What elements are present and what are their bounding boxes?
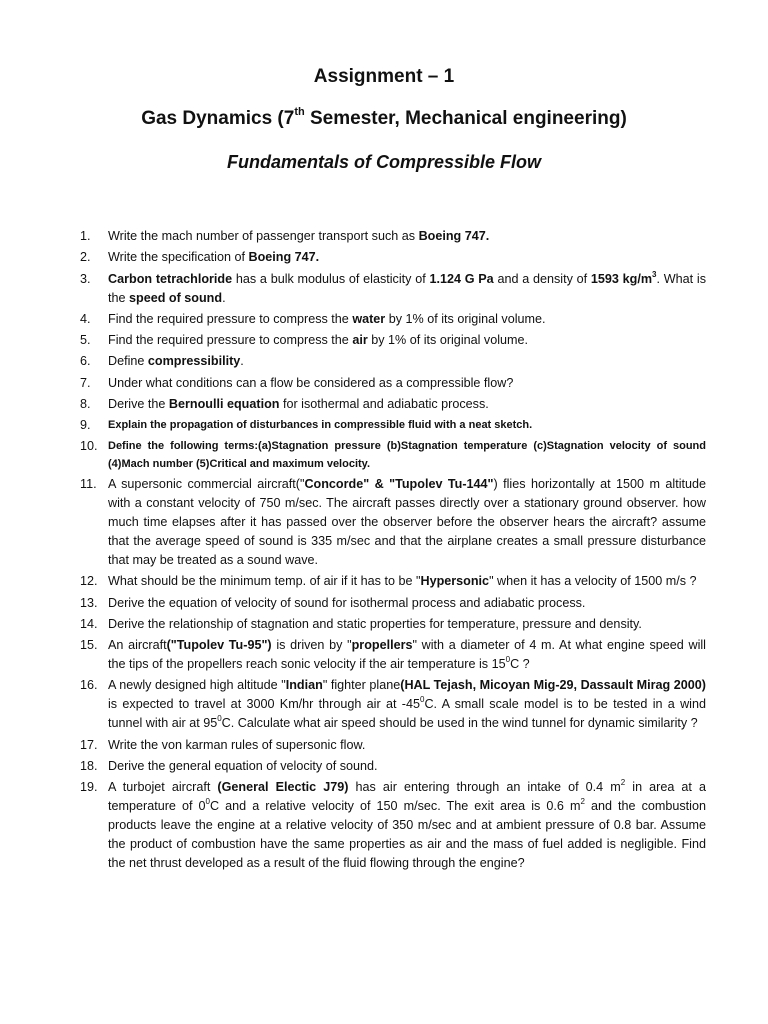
question-item [80, 248, 706, 267]
question-text: Find the required pressure to compress the [108, 333, 353, 348]
question-item [80, 676, 706, 733]
question-text: Write the von karman rules of supersonic flow. [108, 737, 366, 752]
question-text: 2 [620, 778, 626, 788]
topic-subtitle: Fundamentals of Compressible Flow [226, 152, 542, 172]
question-text: ("Tupolev Tu-95") [166, 638, 272, 653]
question-text: 1.124 G Pa [429, 271, 494, 286]
question-number: 5. [80, 333, 91, 348]
question-number: 16. [80, 678, 98, 693]
question-item [80, 475, 706, 570]
question-item [80, 736, 706, 755]
question-text: has a bulk modulus of elasticity of [232, 271, 430, 286]
question-text: Boeing 747. [248, 250, 320, 265]
question-text: 0 [419, 695, 425, 705]
question-text: Boeing 747. [418, 229, 490, 243]
question-text: Concorde" & "Tupolev Tu-144" [304, 476, 494, 491]
question-text: Under what conditions can a flow be considered as a compressible flow? [108, 375, 514, 390]
question-text: Explain the propagation of disturbances in compressible fluid with a neat sketch. [108, 419, 533, 432]
question-text: . [240, 354, 244, 369]
question-text: Find the required pressure to compress the [108, 311, 353, 326]
question-text: 0 [205, 797, 210, 807]
question-text: What should be the minimum temp. of air if it has to be " [108, 574, 421, 589]
question-item [80, 227, 706, 246]
question-text: 0 [505, 655, 511, 665]
question-number: 8. [80, 397, 91, 412]
question-number: 19. [80, 780, 98, 795]
question-text: An aircraft [108, 638, 167, 653]
question-text: Write the mach number of passenger transport such as [108, 229, 419, 243]
question-number: 14. [80, 616, 98, 631]
question-text: C and a relative velocity of 150 m/sec. The exit area is 0.6 m [209, 799, 581, 814]
question-text: . [222, 290, 226, 305]
question-text: and the combustion products leave the engine at a relative velocity of 350 m/sec and at ambient pressure of 0.8 bar. Assume the product of combustion have the same properties as air and the mass of fuel added is negligible. Find the net thrust developed as a result of the fluid flowing through the engine? [108, 799, 706, 871]
question-number: 18. [80, 759, 98, 774]
question-text: C. Calculate what air speed should be used in the wind tunnel for dynamic similarity ? [221, 716, 698, 731]
question-number: 7. [80, 375, 91, 390]
assignment-title: Assignment – 1 [313, 66, 455, 87]
question-text: in area at a temperature of 0 [108, 780, 706, 814]
question-text: A supersonic commercial aircraft(" [108, 476, 305, 491]
question-text: " when it has a velocity of 1500 m/s ? [489, 574, 697, 589]
question-text: C. A small scale model is to be tested in a wind tunnel with air at 95 [108, 697, 706, 731]
question-text: Derive the [108, 397, 169, 412]
course-heading-pre: Gas Dynamics (7 [141, 108, 295, 129]
question-item [80, 374, 706, 393]
question-text: " with a diameter of 4 m. At what engine speed will the tips of the propellers reach sonic velocity if the air temperature is 15 [108, 638, 706, 672]
question-number: 1. [80, 229, 91, 243]
question-text: 2 [580, 797, 585, 807]
question-item [80, 310, 706, 329]
question-list [80, 227, 706, 876]
question-number: 12. [80, 574, 98, 589]
question-text: propellers [351, 638, 413, 653]
question-number: 3. [80, 271, 91, 286]
question-text: Hypersonic [420, 574, 490, 589]
question-text: is driven by " [271, 638, 352, 653]
question-item [80, 270, 706, 308]
question-text: ) flies horizontally at 1500 m altitude with a constant velocity of 750 m/sec. The aircraft passes directly over a stationary ground observer. how much time elapses after it has passed over the observer before the observer hears the aircraft? assume that the average speed of sound is 335 m/sec and that the airplane creates a small pressure disturbance that may be treated as a sound wave. [108, 476, 707, 567]
question-text: 0 [217, 714, 222, 724]
question-number: 10. [80, 438, 98, 453]
question-text: Derive the equation of velocity of sound for isothermal process and adiabatic process. [108, 595, 586, 610]
question-item [80, 331, 706, 350]
question-text: speed of sound [129, 290, 223, 305]
course-heading-sup: th [294, 106, 305, 118]
question-text: Derive the relationship of stagnation and static properties for temperature, pressure and density. [108, 616, 642, 631]
question-text: C ? [510, 657, 530, 672]
question-item [80, 352, 706, 371]
question-text: Define the following terms:(a)Stagnation pressure (b)Stagnation temperature (c)Stagnation velocity of sound (4)Mach number (5)Critical and maximum velocity. [108, 439, 706, 470]
question-number: 13. [80, 595, 98, 610]
question-text: " fighter plane [322, 678, 401, 693]
question-text: is expected to travel at 3000 Km/hr through air at -45 [108, 697, 420, 712]
question-text: Define [108, 354, 148, 369]
question-item [80, 636, 706, 674]
question-text: A turbojet aircraft [108, 780, 218, 795]
question-text: (General Electic J79) [217, 780, 349, 795]
question-text: Derive the general equation of velocity of sound. [108, 759, 378, 774]
question-number: 11. [80, 476, 97, 491]
question-text: (HAL Tejash, Micoyan Mig-29, Dassault Mirag 2000) [400, 678, 706, 693]
question-item [80, 778, 706, 873]
question-text: Bernoulli equation [168, 397, 280, 412]
question-text: water [352, 311, 386, 326]
question-number: 6. [80, 354, 91, 369]
question-text: by 1% of its original volume. [385, 311, 546, 326]
course-heading [0, 108, 768, 130]
question-text: . What is the [108, 271, 706, 305]
question-number: 2. [80, 250, 91, 265]
question-number: 15. [80, 638, 98, 653]
question-text: air [352, 333, 368, 348]
question-item [80, 416, 706, 434]
question-text: has air entering through an intake of 0.4 m [348, 780, 621, 795]
course-heading-post: Semester, Mechanical engineering) [304, 108, 627, 129]
question-item [80, 395, 706, 414]
question-text: for isothermal and adiabatic process. [279, 397, 489, 412]
question-text: A newly designed high altitude " [108, 678, 286, 693]
question-item [80, 572, 706, 591]
question-number: 4. [80, 311, 91, 326]
question-text: Carbon tetrachloride [108, 271, 233, 286]
question-text: and a density of [493, 271, 591, 286]
question-number: 9. [80, 418, 91, 433]
question-text: compressibility [147, 354, 241, 369]
question-text: 1593 kg/m [590, 271, 653, 286]
question-text: by 1% of its original volume. [367, 333, 529, 348]
question-item [80, 594, 706, 613]
question-item [80, 757, 706, 776]
question-number: 17. [80, 737, 98, 752]
question-text: Indian [285, 678, 323, 693]
question-text: Write the specification of [108, 250, 249, 265]
question-text: 3 [652, 269, 657, 279]
question-item [80, 615, 706, 634]
question-item [80, 437, 706, 473]
